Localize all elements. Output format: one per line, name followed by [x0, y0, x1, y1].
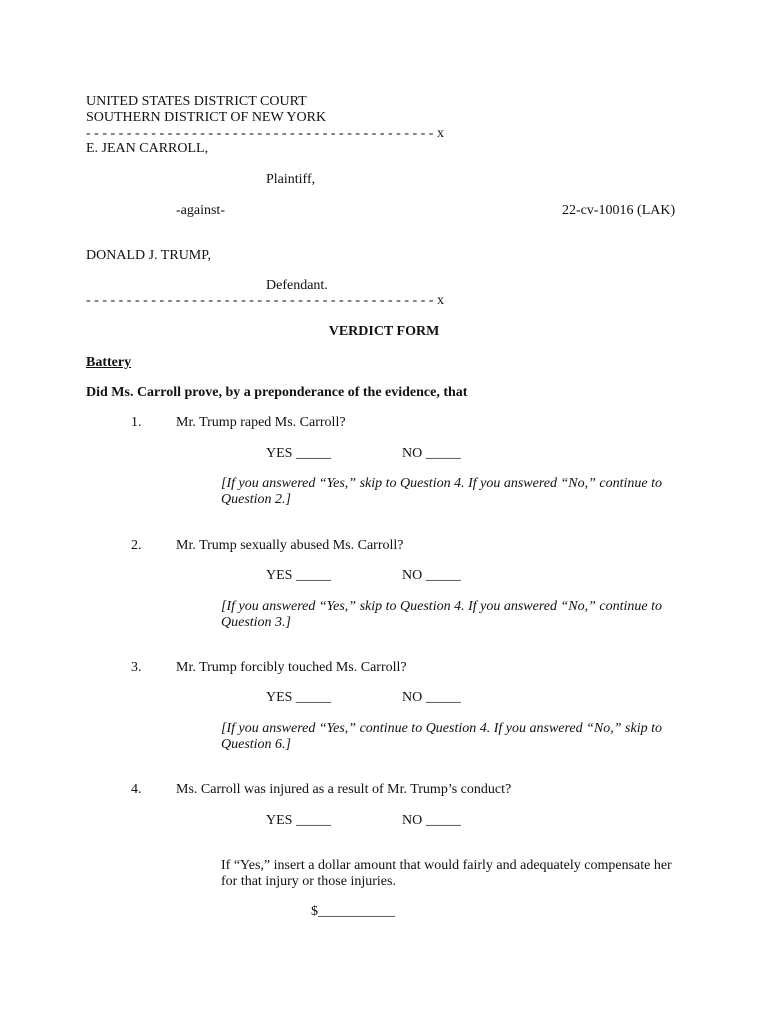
case-number: 22-cv-10016 (LAK) [562, 203, 676, 218]
question-2-yes-blank[interactable]: YES _____ [266, 568, 331, 583]
question-4-yes-blank[interactable]: YES _____ [266, 813, 331, 828]
court-name-line1: UNITED STATES DISTRICT COURT [86, 94, 307, 109]
section-title: Battery [86, 355, 132, 370]
question-3-yes-blank[interactable]: YES _____ [266, 690, 331, 705]
plaintiff-name: E. JEAN CARROLL, [86, 141, 209, 156]
lead-question: Did Ms. Carroll prove, by a preponderance of the evidence, that [86, 385, 468, 400]
question-1-yes-blank[interactable]: YES _____ [266, 446, 331, 461]
question-3-text: Mr. Trump forcibly touched Ms. Carroll? [176, 660, 407, 675]
question-4-instruction: If “Yes,” insert a dollar amount that would fairly and adequately compensate her for that injury or those injuries. [221, 858, 672, 889]
question-2-number: 2. [131, 538, 142, 553]
against-label: -against- [176, 203, 225, 218]
defendant-role: Defendant. [266, 278, 328, 293]
question-4-text: Ms. Carroll was injured as a result of Mr. Trump’s conduct? [176, 782, 512, 797]
damages-amount-blank[interactable]: $___________ [311, 904, 395, 919]
caption-divider-top: - - - - - - - - - - - - - - - - - - - - - - - - - - - - - - - - - - - - - - - - - - - x [86, 126, 444, 141]
court-name-line2: SOUTHERN DISTRICT OF NEW YORK [86, 110, 327, 125]
question-1-no-blank[interactable]: NO _____ [402, 446, 461, 461]
question-2-no-blank[interactable]: NO _____ [402, 568, 461, 583]
question-2-text: Mr. Trump sexually abused Ms. Carroll? [176, 538, 404, 553]
question-1-text: Mr. Trump raped Ms. Carroll? [176, 415, 346, 430]
question-3-instruction: [If you answered “Yes,” continue to Question 4. If you answered “No,” skip to Question 6.] [221, 721, 662, 752]
question-1-number: 1. [131, 415, 142, 430]
plaintiff-role: Plaintiff, [266, 172, 316, 187]
question-3-number: 3. [131, 660, 142, 675]
question-4-no-blank[interactable]: NO _____ [402, 813, 461, 828]
question-1-instruction: [If you answered “Yes,” skip to Question 4. If you answered “No,” continue to Question 2.] [221, 476, 662, 507]
caption-divider-bottom: - - - - - - - - - - - - - - - - - - - - - - - - - - - - - - - - - - - - - - - - - - - x [86, 293, 444, 308]
question-3-no-blank[interactable]: NO _____ [402, 690, 461, 705]
question-2-instruction: [If you answered “Yes,” skip to Question 4. If you answered “No,” continue to Question 3.] [221, 599, 662, 630]
question-4-number: 4. [131, 782, 142, 797]
form-title: VERDICT FORM [328, 324, 440, 339]
defendant-name: DONALD J. TRUMP, [86, 248, 211, 263]
